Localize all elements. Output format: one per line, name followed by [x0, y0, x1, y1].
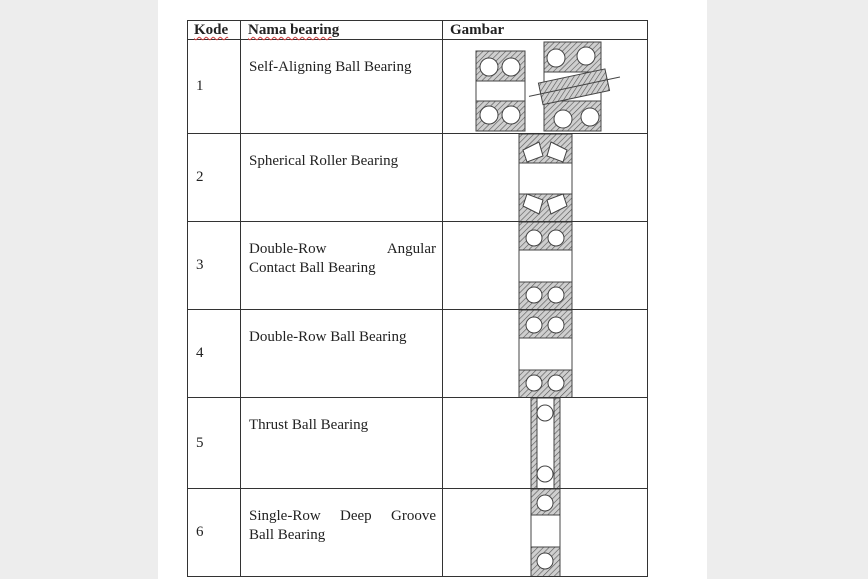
nama-line-1 [249, 240, 436, 259]
header-nama-bearing-text: Nama bearing [248, 22, 340, 38]
gambar-cell [443, 222, 648, 310]
table-row [188, 222, 648, 310]
table-row [188, 40, 648, 134]
kode-cell: 1 [188, 40, 241, 134]
table-row [188, 489, 648, 577]
kode-cell: 6 [188, 489, 241, 577]
nama-word: Double-Row Angular [249, 241, 436, 257]
gambar-cell [443, 310, 648, 398]
nama-cell: Self-Aligning Ball Bearing [241, 40, 443, 134]
bearing-table [187, 20, 648, 577]
nama-line-2: Contact Ball Bearing [249, 260, 376, 276]
nama-line-1: Single-Row Deep Groove [249, 508, 436, 524]
nama-line-2: Ball Bearing [249, 527, 326, 543]
header-gambar: Gambar [443, 21, 648, 40]
header-kode: Kode [188, 21, 241, 40]
table-row [188, 134, 648, 222]
nama-cell [241, 489, 443, 577]
kode-cell: 2 [188, 134, 241, 222]
kode-cell: 3 [188, 222, 241, 310]
nama-cell: Thrust Ball Bearing [241, 398, 443, 489]
self-aligning-ball-bearing-drawing [443, 40, 648, 134]
kode-cell: 5 [188, 398, 241, 489]
gambar-cell [443, 398, 648, 489]
thrust-ball-bearing-drawing [443, 398, 648, 489]
double-row-ball-bearing-drawing [443, 310, 648, 398]
gambar-cell [443, 40, 648, 134]
gambar-cell [443, 134, 648, 222]
single-row-deep-groove-ball-bearing-drawing [443, 489, 648, 577]
double-row-angular-contact-ball-bearing-drawing [443, 222, 648, 310]
nama-cell: Double-Row Ball Bearing [241, 310, 443, 398]
nama-cell: Spherical Roller Bearing [241, 134, 443, 222]
gambar-cell [443, 489, 648, 577]
kode-cell: 4 [188, 310, 241, 398]
table-header-row [188, 21, 648, 40]
table-row [188, 398, 648, 489]
spherical-roller-bearing-drawing [443, 134, 648, 222]
table-row [188, 310, 648, 398]
nama-cell [241, 222, 443, 310]
header-nama-bearing [241, 21, 443, 40]
